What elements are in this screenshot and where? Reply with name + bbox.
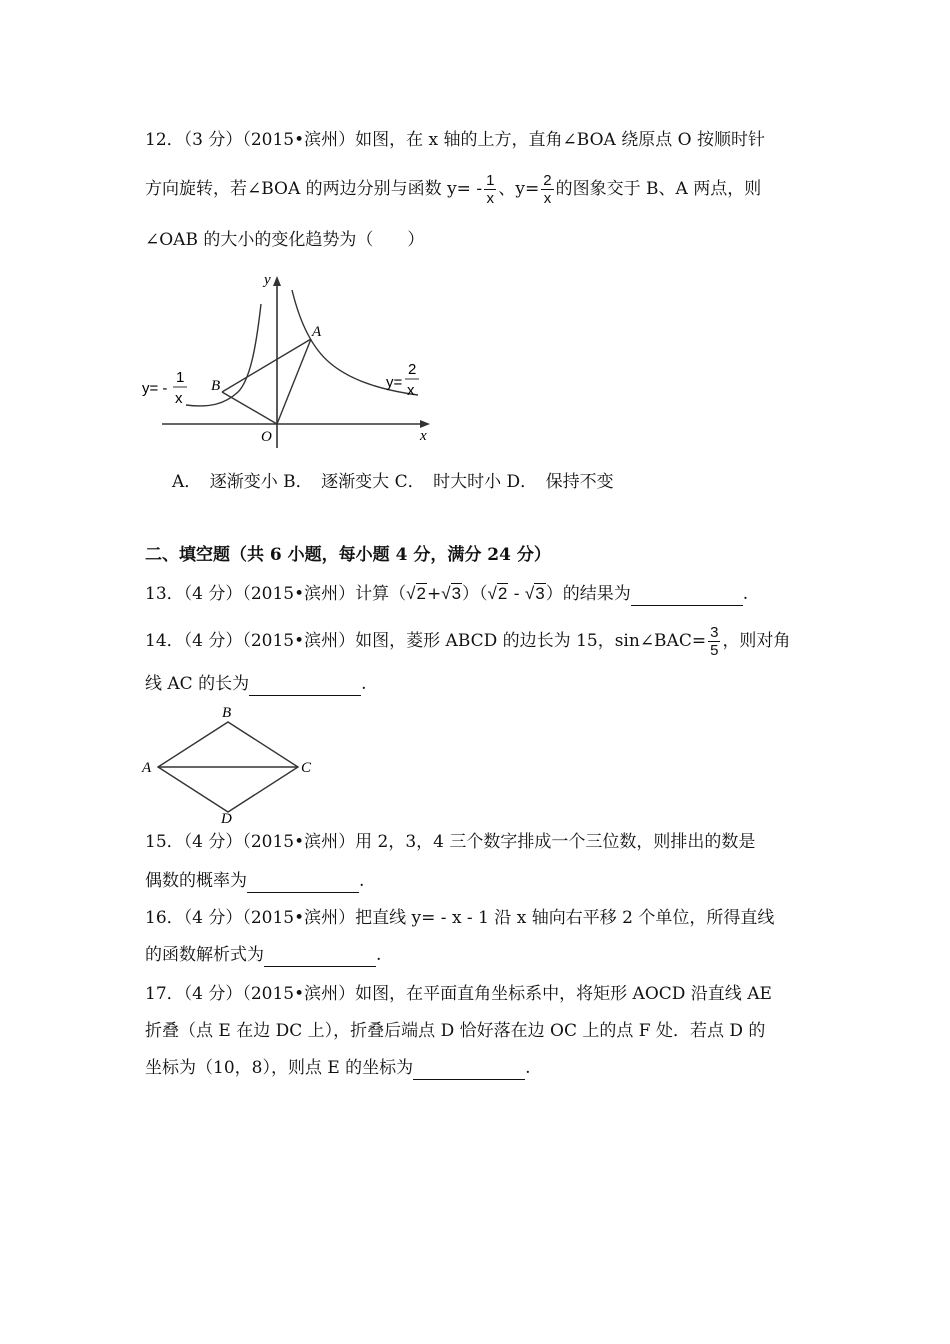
q14-line1-a: 14．（4 分）（2015•滨州）如图，菱形 ABCD 的边长为 15，sin∠BAC= <box>145 631 707 651</box>
q14-frac <box>708 624 720 659</box>
q17-answer-blank[interactable] <box>413 1061 525 1080</box>
q12-frac1 <box>484 172 496 207</box>
q15-line2-text: 偶数的概率为 <box>145 871 247 891</box>
q12-frac1-den: x <box>486 190 494 207</box>
q12-line2-b: 、y= <box>498 179 540 199</box>
q12-left-den: x <box>175 390 183 407</box>
q13-suffix: ）的结果为 <box>545 584 631 604</box>
q13-end: . <box>742 584 749 604</box>
q14-line1 <box>145 624 790 659</box>
q12-line2-c: 的图象交于 B、A 两点，则 <box>555 179 762 199</box>
q14-frac-den: 5 <box>710 642 719 659</box>
q13-rad4: 3 <box>535 584 545 603</box>
q15-end: . <box>359 871 365 891</box>
q17-line3 <box>145 1056 531 1080</box>
q17-end: . <box>525 1058 531 1078</box>
q12-line1: 12．（3 分）（2015•滨州）如图，在 x 轴的上方，直角∠BOA 绕原点 O 按顺时针 <box>145 130 765 150</box>
q15-line1: 15．（4 分）（2015•滨州）用 2，3，4 三个数字排成一个三位数，则排出的数是 <box>145 832 756 852</box>
q17-line3-text: 坐标为（10，8），则点 E 的坐标为 <box>145 1058 414 1078</box>
q14-point-c: C <box>301 760 312 776</box>
q15-line2 <box>145 869 364 893</box>
q13-sqrt4: √3 <box>524 584 545 603</box>
q14-line2-text: 线 AC 的长为 <box>145 674 250 694</box>
q13-prefix: 13．（4 分）（2015•滨州）计算（ <box>145 584 407 604</box>
q13-line <box>145 582 748 606</box>
q12-right-label-prefix: y= <box>386 374 403 391</box>
q12-origin-label: O <box>261 429 272 445</box>
q12-right-num: 2 <box>408 361 417 378</box>
q12-frac2-num: 2 <box>543 172 552 189</box>
q13-rad3: 2 <box>497 584 508 603</box>
q14-line1-b: ，则对角 <box>722 631 791 651</box>
q12-left-num: 1 <box>176 369 185 386</box>
q12-x-label: x <box>420 428 427 444</box>
q12-left-label-prefix: y= - <box>142 380 168 397</box>
q12-x-arrow <box>420 420 430 428</box>
q12-frac2 <box>541 172 553 207</box>
q16-answer-blank[interactable] <box>264 948 376 967</box>
q15-answer-blank[interactable] <box>247 874 359 893</box>
q12-segment-ab <box>222 339 311 392</box>
q13-minus: - <box>508 584 525 604</box>
q12-frac2-den: x <box>543 190 552 207</box>
q13-mid: ）（ <box>462 584 488 604</box>
q12-point-a: A <box>312 324 322 340</box>
q12-line2-a: 方向旋转，若∠BOA 的两边分别与函数 y= - <box>145 179 483 199</box>
q14-figure <box>138 700 328 824</box>
q13-sqrt1: √2 <box>406 584 426 603</box>
q12-figure <box>140 268 450 453</box>
q12-point-b: B <box>211 378 221 394</box>
q13-plus: + <box>426 584 442 604</box>
q13-sqrt2: √3 <box>441 584 462 603</box>
q17-line2: 折叠（点 E 在边 DC 上），折叠后端点 D 恰好落在边 OC 上的点 F 处．若点 D 的 <box>145 1021 766 1041</box>
q14-end: . <box>361 674 367 694</box>
q16-line1: 16．（4 分）（2015•滨州）把直线 y= - x - 1 沿 x 轴向右平移 2 个单位，所得直线 <box>145 908 775 928</box>
q13-rad1: 2 <box>416 584 426 603</box>
q12-options: A． 逐渐变小 B． 逐渐变大 C． 时大时小 D． 保持不变 <box>172 472 614 492</box>
q17-line1: 17．（4 分）（2015•滨州）如图，在平面直角坐标系中，将矩形 AOCD 沿直线 AE <box>145 984 772 1004</box>
section2-title: 二、填空题（共 6 小题，每小题 4 分，满分 24 分） <box>145 545 551 565</box>
q14-point-a: A <box>142 760 152 776</box>
q13-sqrt3: √2 <box>487 584 508 603</box>
q16-line2-text: 的函数解析式为 <box>145 945 264 965</box>
q16-line2 <box>145 943 381 967</box>
q12-line2 <box>145 172 761 207</box>
q13-answer-blank[interactable] <box>631 587 743 606</box>
q14-point-d: D <box>221 811 232 824</box>
q12-y-label: y <box>264 272 271 288</box>
q12-right-den: x <box>407 382 415 399</box>
q14-frac-num: 3 <box>710 624 719 641</box>
q12-line3: ∠OAB 的大小的变化趋势为（ ） <box>145 230 425 250</box>
q12-frac1-num: 1 <box>486 172 495 189</box>
q13-rad2: 3 <box>451 584 462 603</box>
q12-segment-ob <box>222 392 277 424</box>
q12-segment-oa <box>277 339 311 424</box>
q12-y-arrow <box>273 276 281 286</box>
q16-end: . <box>376 945 382 965</box>
q14-point-b: B <box>222 705 232 721</box>
q14-line2 <box>145 672 367 696</box>
q14-answer-blank[interactable] <box>249 677 361 696</box>
